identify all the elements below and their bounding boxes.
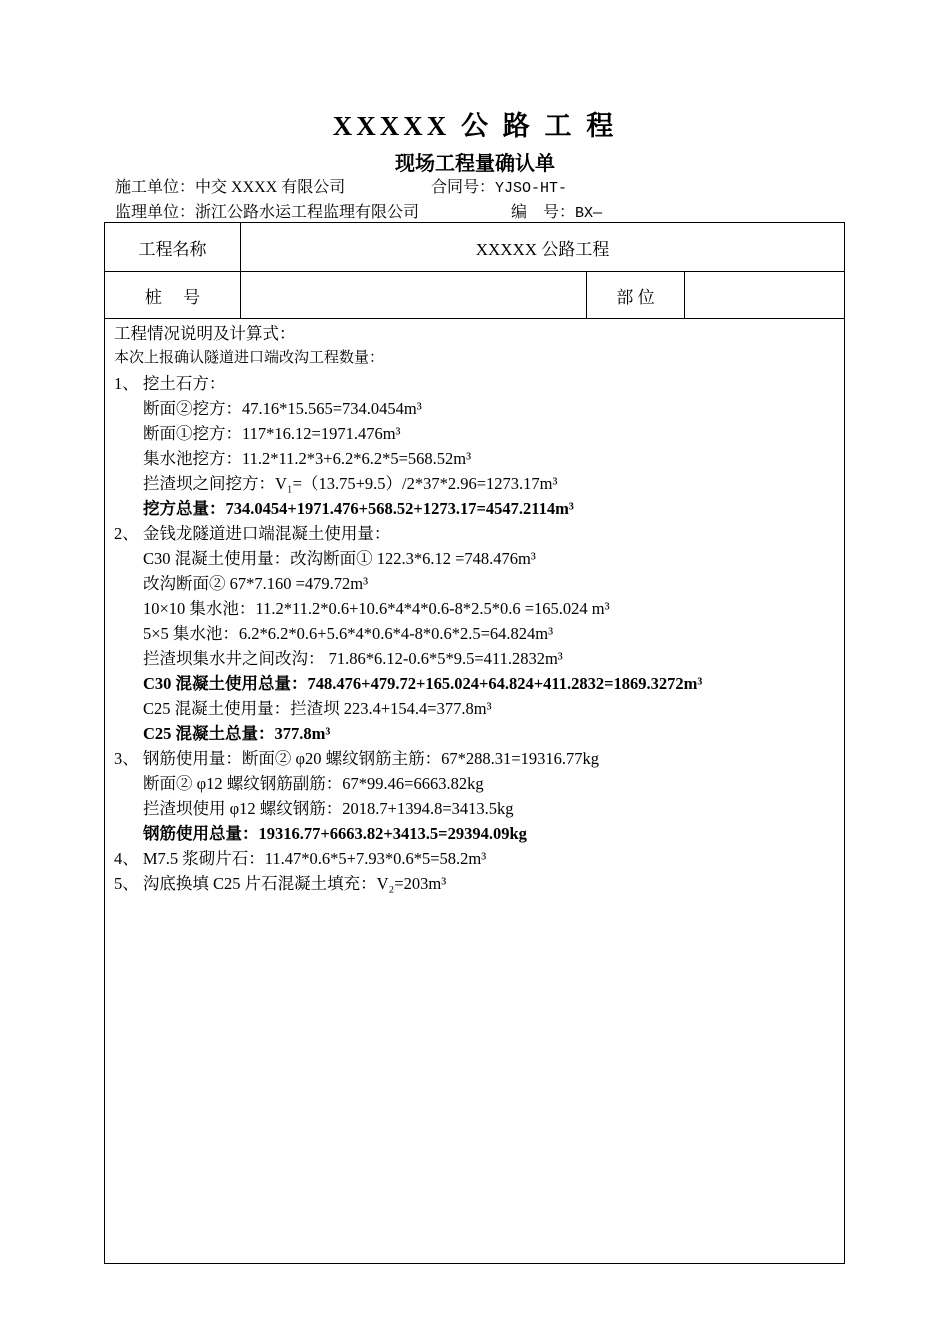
calc-line: 3、 钢筋使用量：断面② φ20 螺纹钢筋主筋：67*288.31=19316.77kg xyxy=(114,749,599,768)
calc-line: 1、 挖土石方： xyxy=(114,374,226,393)
document-title: XXXXX 公 路 工 程 xyxy=(332,111,618,141)
calc-line: 拦渣坝集水井之间改沟： 71.86*6.12-0.6*5*9.5=411.2832m³ xyxy=(143,649,563,668)
calc-total-line: C30 混凝土使用总量：748.476+479.72+165.024+64.824+411.2832=1869.3272m³ xyxy=(143,674,703,693)
project-name-value[interactable]: XXXXX 公路工程 xyxy=(241,223,845,272)
contract-no-value: YJSO-HT- xyxy=(495,180,568,197)
supervisor-value: 浙江公路水运工程监理有限公司 xyxy=(195,204,420,221)
calc-line: 2、 金钱龙隧道进口端混凝土使用量： xyxy=(114,524,391,543)
calculation-body xyxy=(105,319,844,896)
calc-line: 集水池挖方：11.2*11.2*3+6.2*6.2*5=568.52m³ xyxy=(143,449,472,468)
contract-no-row xyxy=(431,174,567,197)
calc-total-line: C25 混凝土总量：377.8m³ xyxy=(143,724,331,743)
calc-line: 10×10 集水池：11.2*11.2*0.6+10.6*4*4*0.6-8*2.5*0.6 =165.024 m³ xyxy=(143,599,610,618)
calc-line: 5、 沟底换填 C25 片石混凝土填充：V₂=203m³ xyxy=(114,874,447,893)
document-subtitle: 现场工程量确认单 xyxy=(395,153,555,175)
calc-line: 断面②挖方：47.16*15.565=734.0454m³ xyxy=(143,399,422,418)
stake-label: 桩 号 xyxy=(105,272,241,319)
calc-total-line: 挖方总量：734.0454+1971.476+568.52+1273.17=4547.2114m³ xyxy=(143,499,574,518)
supervisor-row xyxy=(115,199,419,222)
calc-intro: 本次上报确认隧道进口端改沟工程数量： xyxy=(114,350,385,366)
calc-total-line: 钢筋使用总量：19316.77+6663.82+3413.5=29394.09kg xyxy=(143,824,527,843)
confirmation-form-table xyxy=(104,222,845,1264)
calc-line: 改沟断面② 67*7.160 =479.72m³ xyxy=(143,574,369,593)
serial-value: BX— xyxy=(575,205,603,222)
contract-no-label: 合同号： xyxy=(431,179,496,196)
contractor-value: 中交 XXXX 有限公司 xyxy=(195,179,346,196)
project-name-label: 工程名称 xyxy=(105,223,241,272)
contractor-row xyxy=(115,174,345,197)
calc-line: 断面② φ12 螺纹钢筋副筋：67*99.46=6663.82kg xyxy=(143,774,484,793)
calc-line: 拦渣坝使用 φ12 螺纹钢筋：2018.7+1394.8=3413.5kg xyxy=(143,799,514,818)
calc-line: 4、 M7.5 浆砌片石：11.47*0.6*5+7.93*0.6*5=58.2m³ xyxy=(114,849,487,868)
calc-line: C30 混凝土使用量：改沟断面① 122.3*6.12 =748.476m³ xyxy=(143,549,536,568)
part-label: 部 位 xyxy=(587,272,685,319)
supervisor-label: 监理单位： xyxy=(115,204,196,221)
calc-line: 拦渣坝之间挖方：V₁=（13.75+9.5）/2*37*2.96=1273.17m³ xyxy=(143,474,558,493)
calc-line: C25 混凝土使用量：拦渣坝 223.4+154.4=377.8m³ xyxy=(143,699,492,718)
contractor-label: 施工单位： xyxy=(115,179,196,196)
calc-heading: 工程情况说明及计算式： xyxy=(114,324,296,343)
stake-value[interactable] xyxy=(241,272,587,319)
serial-row xyxy=(511,199,602,222)
calc-line: 5×5 集水池：6.2*6.2*0.6+5.6*4*0.6*4-8*0.6*2.5=64.824m³ xyxy=(143,624,554,643)
part-value[interactable] xyxy=(685,272,845,319)
calc-line: 断面①挖方：117*16.12=1971.476m³ xyxy=(143,424,401,443)
serial-label: 编 号： xyxy=(511,204,576,221)
calculation-cell xyxy=(105,319,845,1264)
